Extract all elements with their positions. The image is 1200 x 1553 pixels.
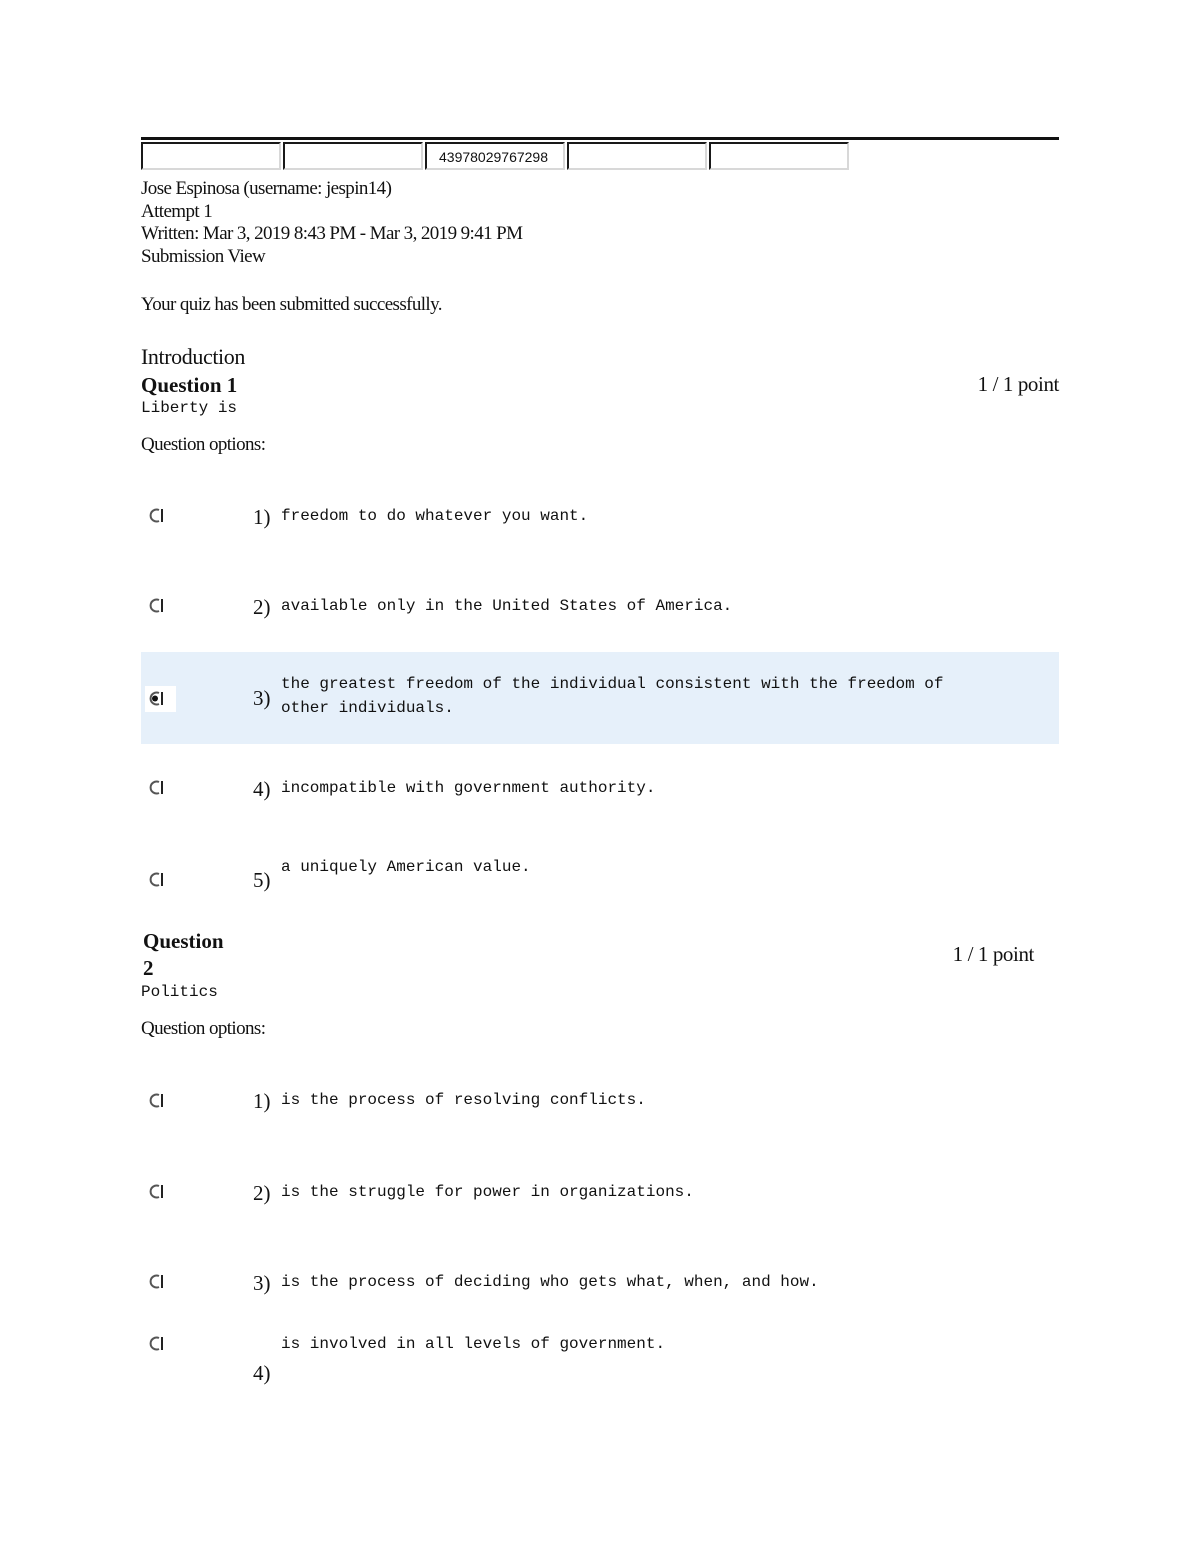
radio-icon[interactable] — [147, 871, 164, 888]
option-number: 2) — [253, 595, 271, 619]
question-2-option-3[interactable] — [141, 1256, 1059, 1312]
option-text: freedom to do whatever you want. — [281, 507, 589, 525]
question-1-title: Question 1 — [141, 373, 238, 397]
question-2-title-word: Question — [143, 929, 224, 953]
radio-icon[interactable] — [147, 1092, 164, 1109]
option-text: the greatest freedom of the individual consistent with the freedom of other individuals. — [281, 675, 944, 717]
view-label: Submission View — [141, 245, 266, 267]
attempt-label: Attempt 1 — [141, 200, 213, 222]
status-message: Your quiz has been submitted successfully. — [141, 294, 442, 315]
submission-meta — [141, 178, 522, 268]
option-number: 1) — [253, 505, 271, 529]
header-cell-id: 43978029767298 — [425, 142, 565, 170]
option-text: is the struggle for power in organizations. — [281, 1183, 694, 1201]
question-2-stem: Politics — [141, 983, 218, 1001]
question-1-points: 1 / 1 point — [977, 372, 1059, 396]
option-number: 3) — [253, 686, 271, 710]
option-number: 4) — [253, 1361, 271, 1385]
question-2-option-1[interactable] — [141, 1074, 1059, 1130]
written-time: Written: Mar 3, 2019 8:43 PM - Mar 3, 2019 9:41 PM — [141, 223, 523, 244]
question-1-options-label: Question options: — [141, 434, 266, 455]
option-number: 2) — [253, 1181, 271, 1205]
question-2-title-number: 2 — [143, 956, 154, 980]
question-1-option-1[interactable] — [141, 490, 1059, 546]
header-cell — [283, 142, 423, 170]
radio-icon[interactable] — [147, 1183, 164, 1200]
radio-icon[interactable] — [147, 1273, 164, 1290]
radio-selected-icon[interactable] — [145, 686, 176, 712]
option-text: is the process of deciding who gets what, when, and how. — [281, 1273, 819, 1291]
option-number: 3) — [253, 1271, 271, 1295]
question-2-title — [143, 928, 224, 982]
question-1-option-5[interactable] — [141, 850, 1059, 910]
section-title: Introduction — [141, 344, 245, 369]
radio-icon[interactable] — [147, 597, 164, 614]
option-number: 5) — [253, 868, 271, 892]
question-2-option-4[interactable] — [141, 1330, 1059, 1394]
user-name: Jose Espinosa (username: jespin14) — [141, 178, 392, 199]
question-2-option-2[interactable] — [141, 1166, 1059, 1222]
question-2-options-label: Question options: — [141, 1018, 266, 1039]
question-1-option-3-selected[interactable] — [141, 652, 1059, 744]
question-2-points: 1 / 1 point — [952, 942, 1034, 966]
header-cells — [141, 142, 851, 174]
option-number: 1) — [253, 1089, 271, 1113]
radio-icon[interactable] — [147, 507, 164, 524]
option-text: is involved in all levels of government. — [281, 1335, 666, 1353]
question-1-stem: Liberty is — [141, 399, 238, 417]
radio-icon[interactable] — [147, 1335, 164, 1352]
top-rule — [141, 137, 1059, 140]
header-cell — [141, 142, 281, 170]
question-1-option-2[interactable] — [141, 580, 1059, 636]
radio-icon[interactable] — [147, 779, 164, 796]
option-text: a uniquely American value. — [281, 858, 531, 876]
header-cell — [709, 142, 849, 170]
question-1-option-4[interactable] — [141, 762, 1059, 818]
option-text: incompatible with government authority. — [281, 779, 656, 797]
option-text: is the process of resolving conflicts. — [281, 1091, 646, 1109]
header-cell — [567, 142, 707, 170]
option-number: 4) — [253, 777, 271, 801]
option-text: available only in the United States of America. — [281, 597, 733, 615]
